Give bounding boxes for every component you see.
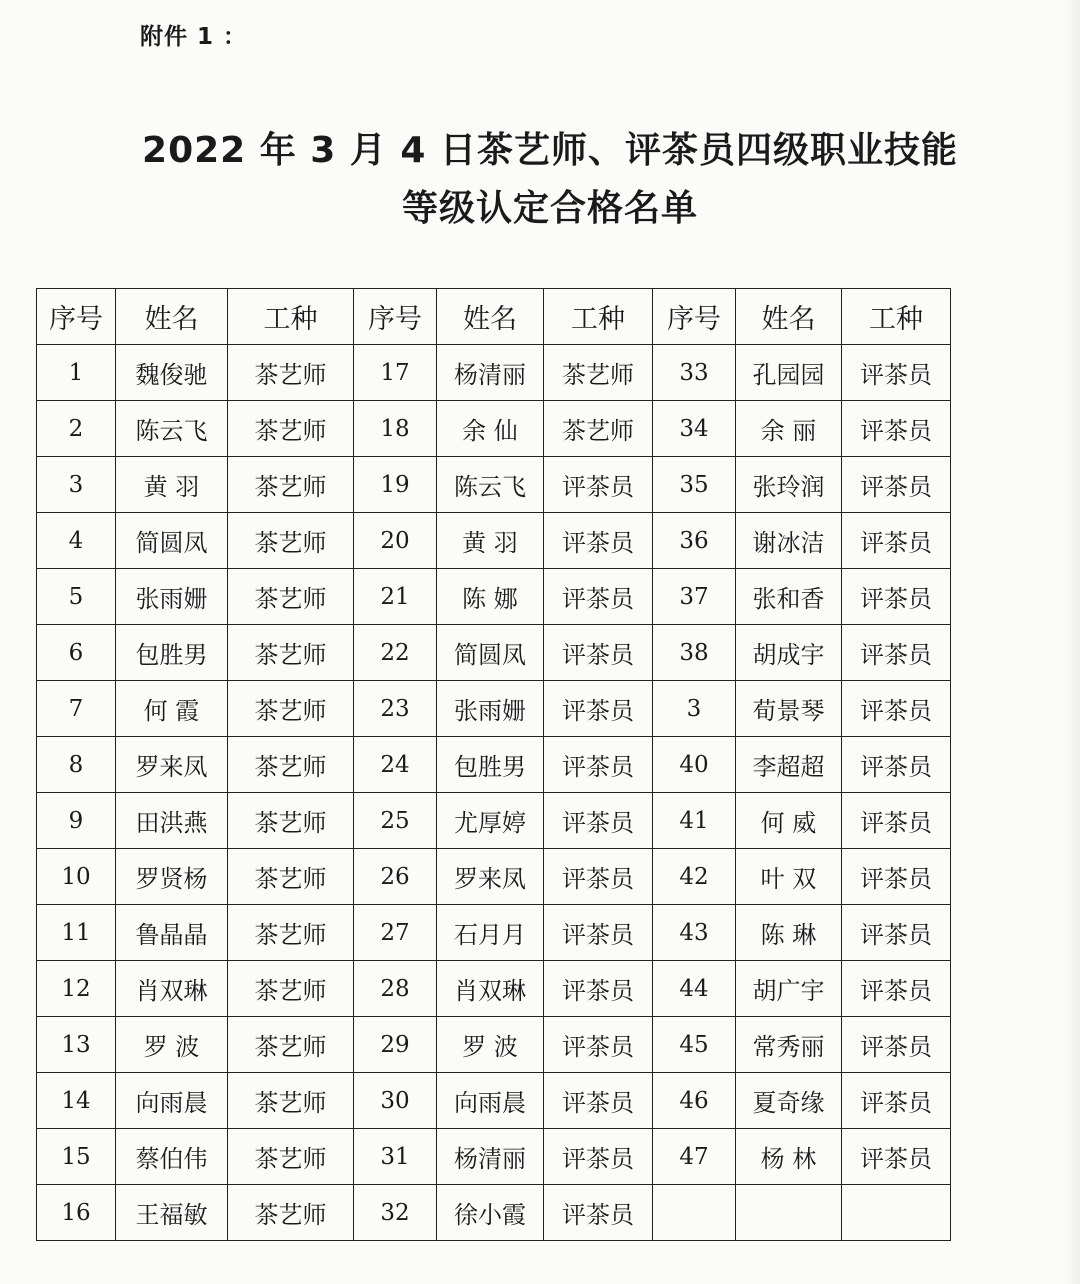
- name-cell: 杨清丽: [437, 345, 544, 401]
- type-cell: 评茶员: [842, 569, 951, 625]
- seq-cell: [653, 1185, 736, 1241]
- name-cell: 包胜男: [116, 625, 228, 681]
- name-cell: 罗来凤: [116, 737, 228, 793]
- seq-cell: 45: [653, 1017, 736, 1073]
- name-cell: 黄 羽: [437, 513, 544, 569]
- name-cell: 叶 双: [736, 849, 842, 905]
- type-cell: 茶艺师: [228, 457, 354, 513]
- header-name-2: 姓名: [437, 289, 544, 345]
- seq-cell: 5: [37, 569, 116, 625]
- seq-cell: 13: [37, 1017, 116, 1073]
- seq-cell: 23: [354, 681, 437, 737]
- type-cell: 茶艺师: [228, 737, 354, 793]
- name-cell: 谢冰洁: [736, 513, 842, 569]
- type-cell: 评茶员: [842, 1073, 951, 1129]
- name-cell: 杨清丽: [437, 1129, 544, 1185]
- name-cell: 罗 波: [116, 1017, 228, 1073]
- seq-cell: 4: [37, 513, 116, 569]
- header-name-1: 姓名: [116, 289, 228, 345]
- name-cell: 黄 羽: [116, 457, 228, 513]
- name-cell: 简圆凤: [116, 513, 228, 569]
- name-cell: 田洪燕: [116, 793, 228, 849]
- seq-cell: 17: [354, 345, 437, 401]
- seq-cell: 8: [37, 737, 116, 793]
- seq-cell: 46: [653, 1073, 736, 1129]
- name-cell: 罗 波: [437, 1017, 544, 1073]
- seq-cell: 28: [354, 961, 437, 1017]
- seq-cell: 14: [37, 1073, 116, 1129]
- table-row: [37, 625, 951, 681]
- seq-cell: 38: [653, 625, 736, 681]
- type-cell: 茶艺师: [228, 793, 354, 849]
- type-cell: 茶艺师: [228, 905, 354, 961]
- table-row: [37, 1073, 951, 1129]
- name-cell: 尤厚婷: [437, 793, 544, 849]
- seq-cell: 35: [653, 457, 736, 513]
- type-cell: 茶艺师: [228, 345, 354, 401]
- name-cell: 张玲润: [736, 457, 842, 513]
- type-cell: 评茶员: [842, 961, 951, 1017]
- type-cell: 茶艺师: [228, 681, 354, 737]
- name-cell: 胡广宇: [736, 961, 842, 1017]
- name-cell: 张雨姗: [116, 569, 228, 625]
- table-row: [37, 737, 951, 793]
- name-cell: 向雨晨: [437, 1073, 544, 1129]
- type-cell: 评茶员: [842, 345, 951, 401]
- table-row: [37, 905, 951, 961]
- header-type-1: 工种: [228, 289, 354, 345]
- type-cell: 评茶员: [544, 961, 653, 1017]
- header-type-2: 工种: [544, 289, 653, 345]
- name-cell: 陈 娜: [437, 569, 544, 625]
- type-cell: 评茶员: [544, 625, 653, 681]
- type-cell: 评茶员: [544, 457, 653, 513]
- seq-cell: 3: [37, 457, 116, 513]
- type-cell: 评茶员: [842, 401, 951, 457]
- seq-cell: 33: [653, 345, 736, 401]
- name-cell: 张雨姗: [437, 681, 544, 737]
- seq-cell: 15: [37, 1129, 116, 1185]
- name-cell: 鲁晶晶: [116, 905, 228, 961]
- type-cell: 茶艺师: [228, 1017, 354, 1073]
- table-row: [37, 401, 951, 457]
- document-title-line-2: 等级认定合格名单: [401, 188, 698, 229]
- seq-cell: 12: [37, 961, 116, 1017]
- seq-cell: 11: [37, 905, 116, 961]
- type-cell: 评茶员: [842, 457, 951, 513]
- name-cell: 余 丽: [736, 401, 842, 457]
- seq-cell: 43: [653, 905, 736, 961]
- type-cell: 评茶员: [544, 849, 653, 905]
- type-cell: 茶艺师: [228, 401, 354, 457]
- type-cell: 评茶员: [842, 681, 951, 737]
- type-cell: [842, 1185, 951, 1241]
- name-cell: [736, 1185, 842, 1241]
- seq-cell: 20: [354, 513, 437, 569]
- seq-cell: 42: [653, 849, 736, 905]
- type-cell: 评茶员: [842, 737, 951, 793]
- name-cell: 常秀丽: [736, 1017, 842, 1073]
- header-name-3: 姓名: [736, 289, 842, 345]
- type-cell: 茶艺师: [228, 625, 354, 681]
- name-cell: 荀景琴: [736, 681, 842, 737]
- seq-cell: 6: [37, 625, 116, 681]
- header-seq-1: 序号: [37, 289, 116, 345]
- name-cell: 何 威: [736, 793, 842, 849]
- name-cell: 简圆凤: [437, 625, 544, 681]
- type-cell: 评茶员: [842, 793, 951, 849]
- seq-cell: 27: [354, 905, 437, 961]
- name-cell: 徐小霞: [437, 1185, 544, 1241]
- attachment-label: 附件 1 ：: [140, 24, 248, 50]
- type-cell: 评茶员: [544, 1129, 653, 1185]
- name-cell: 陈云飞: [437, 457, 544, 513]
- seq-cell: 37: [653, 569, 736, 625]
- type-cell: 评茶员: [544, 905, 653, 961]
- type-cell: 评茶员: [842, 905, 951, 961]
- table-row: [37, 1129, 951, 1185]
- table-row: [37, 345, 951, 401]
- seq-cell: 3: [653, 681, 736, 737]
- type-cell: 评茶员: [544, 681, 653, 737]
- seq-cell: 32: [354, 1185, 437, 1241]
- seq-cell: 34: [653, 401, 736, 457]
- type-cell: 评茶员: [544, 737, 653, 793]
- name-cell: 肖双琳: [116, 961, 228, 1017]
- type-cell: 评茶员: [842, 625, 951, 681]
- seq-cell: 25: [354, 793, 437, 849]
- seq-cell: 31: [354, 1129, 437, 1185]
- type-cell: 茶艺师: [228, 569, 354, 625]
- type-cell: 茶艺师: [228, 513, 354, 569]
- name-cell: 向雨晨: [116, 1073, 228, 1129]
- type-cell: 茶艺师: [544, 345, 653, 401]
- name-cell: 杨 林: [736, 1129, 842, 1185]
- seq-cell: 30: [354, 1073, 437, 1129]
- seq-cell: 21: [354, 569, 437, 625]
- type-cell: 茶艺师: [544, 401, 653, 457]
- header-seq-2: 序号: [354, 289, 437, 345]
- name-cell: 李超超: [736, 737, 842, 793]
- qualified-roster-table: [36, 288, 951, 1241]
- seq-cell: 16: [37, 1185, 116, 1241]
- table-row: [37, 793, 951, 849]
- name-cell: 魏俊驰: [116, 345, 228, 401]
- name-cell: 罗来凤: [437, 849, 544, 905]
- type-cell: 评茶员: [842, 1017, 951, 1073]
- type-cell: 评茶员: [544, 513, 653, 569]
- type-cell: 茶艺师: [228, 849, 354, 905]
- name-cell: 石月月: [437, 905, 544, 961]
- header-type-3: 工种: [842, 289, 951, 345]
- type-cell: 茶艺师: [228, 961, 354, 1017]
- type-cell: 评茶员: [842, 1129, 951, 1185]
- type-cell: 评茶员: [544, 569, 653, 625]
- name-cell: 王福敏: [116, 1185, 228, 1241]
- table-row: [37, 849, 951, 905]
- seq-cell: 47: [653, 1129, 736, 1185]
- seq-cell: 24: [354, 737, 437, 793]
- name-cell: 何 霞: [116, 681, 228, 737]
- seq-cell: 9: [37, 793, 116, 849]
- header-seq-3: 序号: [653, 289, 736, 345]
- seq-cell: 40: [653, 737, 736, 793]
- type-cell: 评茶员: [544, 1185, 653, 1241]
- type-cell: 评茶员: [544, 1073, 653, 1129]
- seq-cell: 29: [354, 1017, 437, 1073]
- name-cell: 张和香: [736, 569, 842, 625]
- type-cell: 茶艺师: [228, 1129, 354, 1185]
- table-row: [37, 457, 951, 513]
- seq-cell: 44: [653, 961, 736, 1017]
- seq-cell: 22: [354, 625, 437, 681]
- name-cell: 包胜男: [437, 737, 544, 793]
- seq-cell: 2: [37, 401, 116, 457]
- table-row: [37, 961, 951, 1017]
- seq-cell: 1: [37, 345, 116, 401]
- name-cell: 肖双琳: [437, 961, 544, 1017]
- seq-cell: 19: [354, 457, 437, 513]
- seq-cell: 41: [653, 793, 736, 849]
- type-cell: 评茶员: [544, 793, 653, 849]
- type-cell: 茶艺师: [228, 1073, 354, 1129]
- table-row: [37, 1017, 951, 1073]
- page-edge-shadow: [1066, 0, 1080, 1284]
- table-body: [37, 345, 951, 1241]
- table-row: [37, 681, 951, 737]
- type-cell: 茶艺师: [228, 1185, 354, 1241]
- name-cell: 罗贤杨: [116, 849, 228, 905]
- seq-cell: 36: [653, 513, 736, 569]
- name-cell: 余 仙: [437, 401, 544, 457]
- seq-cell: 10: [37, 849, 116, 905]
- name-cell: 陈 琳: [736, 905, 842, 961]
- type-cell: 评茶员: [842, 513, 951, 569]
- name-cell: 蔡伯伟: [116, 1129, 228, 1185]
- table-row: [37, 569, 951, 625]
- table-row: [37, 513, 951, 569]
- name-cell: 陈云飞: [116, 401, 228, 457]
- table-header-row: [37, 289, 951, 345]
- type-cell: 评茶员: [842, 849, 951, 905]
- seq-cell: 18: [354, 401, 437, 457]
- type-cell: 评茶员: [544, 1017, 653, 1073]
- name-cell: 胡成宇: [736, 625, 842, 681]
- seq-cell: 26: [354, 849, 437, 905]
- seq-cell: 7: [37, 681, 116, 737]
- name-cell: 夏奇缘: [736, 1073, 842, 1129]
- name-cell: 孔园园: [736, 345, 842, 401]
- document-title-line-1: 2022 年 3 月 4 日茶艺师、评茶员四级职业技能: [142, 130, 958, 171]
- table-row: [37, 1185, 951, 1241]
